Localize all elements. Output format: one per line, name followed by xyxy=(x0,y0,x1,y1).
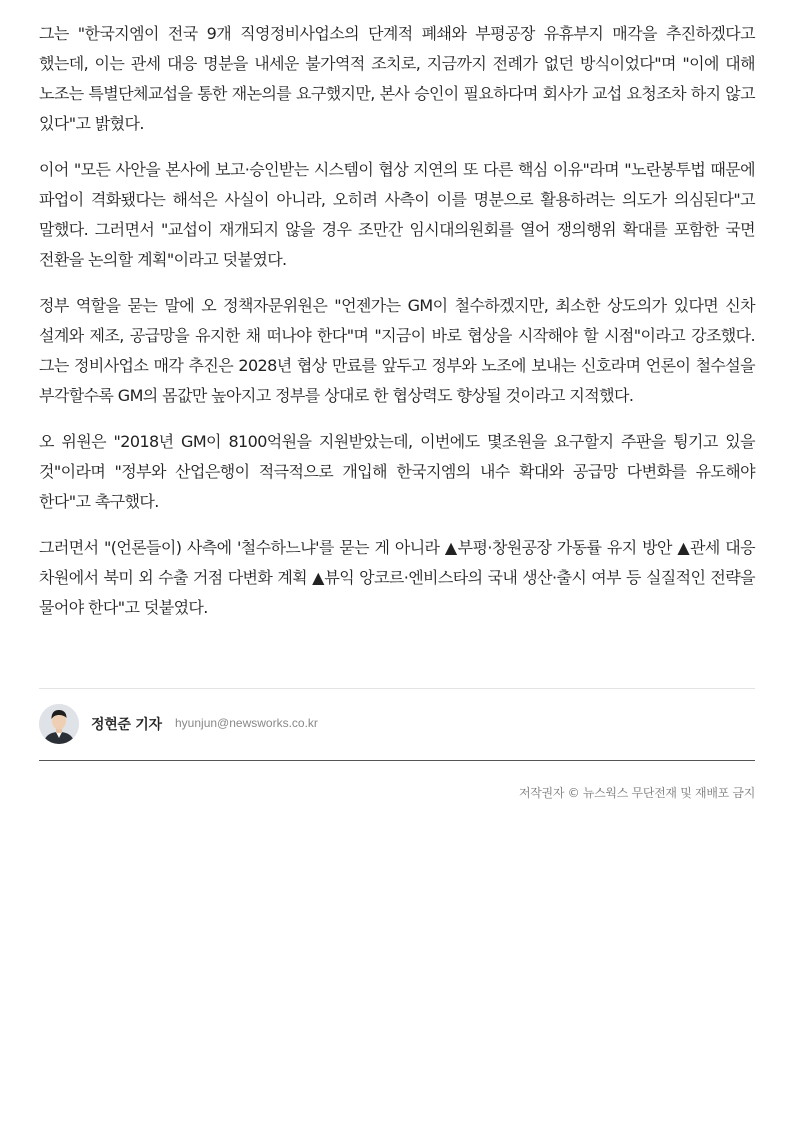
author-email-link[interactable]: hyunjun@newsworks.co.kr xyxy=(175,716,318,730)
avatar-image xyxy=(39,704,79,744)
reporter-portrait-icon[interactable] xyxy=(39,704,79,744)
article-paragraph: 정부 역할을 묻는 말에 오 정책자문위원은 "언젠가는 GM이 철수하겠지만, 최소한 상도의가 있다면 신차 설계와 제조, 공급망을 유지한 채 떠나야 한다"며 "지금이 바로 협상을 시작해야 할 시점"이라고 강조했다. 그는 정비사업소 매각 추진은 2028년 협상 만료를 앞두고 정부와 노조에 보내는 신호라며 언론이 철수설을 부각할수록 GM의 몸값만 높아지고 정부를 상대로 한 협상력도 향상될 것이라고 지적했다. xyxy=(39,296,755,405)
author-name[interactable]: 정현준 기자 xyxy=(91,717,162,733)
article-paragraph: 그러면서 "(언론들이) 사측에 '철수하느냐'를 묻는 게 아니라 ▲부평·창원공장 가동률 유지 방안 ▲관세 대응 차원에서 북미 외 수출 거점 다변화 계획 ▲뷰익 앙코르·엔비스타의 국내 생산·출시 여부 등 실질적인 전략을 물어야 한다"고 덧붙였다. xyxy=(39,538,755,617)
author-box xyxy=(39,688,755,761)
article-paragraph: 그는 "한국지엠이 전국 9개 직영정비사업소의 단계적 폐쇄와 부평공장 유휴부지 매각을 추진하겠다고 했는데, 이는 관세 대응 명분을 내세운 불가역적 조치로, 지금까지 전례가 없던 방식이었다"며 "이에 대해 노조는 특별단체교섭을 통한 재논의를 요구했지만, 본사 승인이 필요하다며 회사가 교섭 요청조차 하지 않고 있다"고 밝혔다. xyxy=(39,24,755,133)
article-paragraph: 이어 "모든 사안을 본사에 보고·승인받는 시스템이 협상 지연의 또 다른 핵심 이유"라며 "노란봉투법 때문에 파업이 격화됐다는 해석은 사실이 아니라, 오히려 사측이 이를 명분으로 활용하려는 의도가 의심된다"고 말했다. 그러면서 "교섭이 재개되지 않을 경우 조만간 임시대의원회를 열어 쟁의행위 확대를 포함한 국면 전환을 논의할 계획"이라고 덧붙였다. xyxy=(39,160,755,269)
article-body xyxy=(39,19,755,639)
copyright-notice: 저작권자 © 뉴스웍스 무단전재 및 재배포 금지 xyxy=(518,786,755,800)
article-paragraph: 오 위원은 "2018년 GM이 8100억원을 지원받았는데, 이번에도 몇조원을 요구할지 주판을 튕기고 있을 것"이라며 "정부와 산업은행이 적극적으로 개입해 한국지엠의 내수 확대와 공급망 다변화를 유도해야 한다"고 촉구했다. xyxy=(39,432,755,511)
